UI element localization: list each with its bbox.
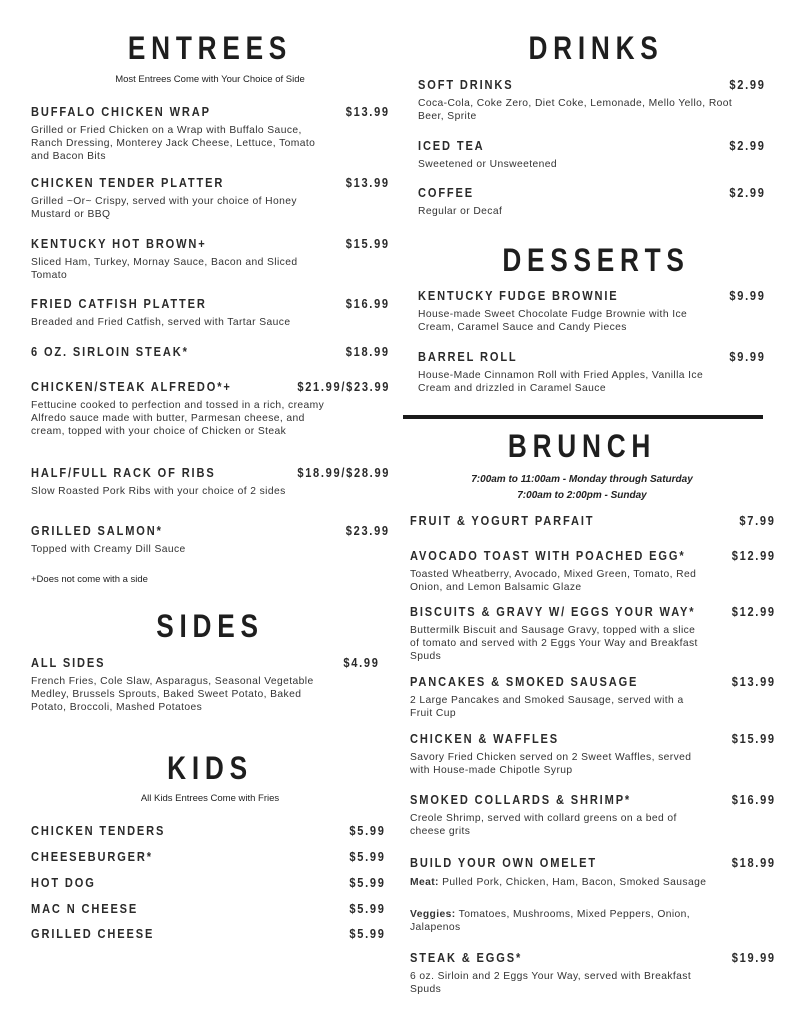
brunch-title: BRUNCH <box>507 428 657 464</box>
menu-item-name: CHICKEN/STEAK ALFREDO*+ <box>31 379 232 394</box>
menu-item-name: BUILD YOUR OWN OMELET <box>410 855 598 870</box>
menu-item-description: Regular or Decaf <box>418 206 503 217</box>
menu-item-description: 6 oz. Sirloin and 2 Eggs Your Way, served with Breakfast Spuds <box>410 971 692 995</box>
menu-item-name: 6 OZ. SIRLOIN STEAK* <box>31 344 189 359</box>
drinks-title: DRINKS <box>528 30 664 66</box>
menu-item-name: ALL SIDES <box>31 655 106 670</box>
omelet-veggies-label: Veggies: <box>410 909 456 920</box>
omelet-veggies <box>410 908 710 934</box>
menu-item-price: $2.99 <box>729 138 766 153</box>
menu-item-name: CHICKEN TENDER PLATTER <box>31 175 225 190</box>
menu-item-price: $16.99 <box>731 792 776 807</box>
menu-item-price: $18.99/$28.99 <box>297 465 390 480</box>
menu-item-price: $9.99 <box>729 349 766 364</box>
omelet-veggies-options: Tomatoes, Mushrooms, Mixed Peppers, Onion, Jalapenos <box>410 909 691 933</box>
menu-item-name: CHICKEN & WAFFLES <box>410 731 560 746</box>
menu-item-price: $13.99 <box>345 104 390 119</box>
brunch-hours: 7:00am to 2:00pm - Sunday <box>517 490 647 501</box>
menu-item-description: Slow Roasted Pork Ribs with your choice of 2 sides <box>31 486 286 497</box>
menu-item-description: Topped with Creamy Dill Sauce <box>31 544 186 555</box>
menu-item-name: BUFFALO CHICKEN WRAP <box>31 104 211 119</box>
menu-item-price: $15.99 <box>345 236 390 251</box>
menu-item-price: $7.99 <box>739 513 776 528</box>
menu-item-description: Toasted Wheatberry, Avocado, Mixed Green, Tomato, Red Onion, and Lemon Balsamic Glaze <box>410 569 697 593</box>
menu-item-description: Breaded and Fried Catfish, served with Tartar Sauce <box>31 317 291 328</box>
menu-item-description: 2 Large Pancakes and Smoked Sausage, served with a Fruit Cup <box>410 695 684 719</box>
brunch-hours: 7:00am to 11:00am - Monday through Saturday <box>471 474 693 485</box>
menu-item-description: Savory Fried Chicken served on 2 Sweet Waffles, served with House-made Chipotle Syrup <box>410 752 692 776</box>
menu-item-description: House-Made Cinnamon Roll with Fried Apples, Vanilla Ice Cream and drizzled in Caramel Sauce <box>418 370 704 394</box>
menu-item-name: HALF/FULL RACK OF RIBS <box>31 465 216 480</box>
menu-item-description: French Fries, Cole Slaw, Asparagus, Seasonal Vegetable Medley, Brussels Sprouts, Baked Sweet Potato, Baked Potato, Broccoli, Mashed Potatoes <box>31 676 314 713</box>
menu-item-price: $5.99 <box>349 926 386 941</box>
menu-item-name: ICED TEA <box>418 138 485 153</box>
menu-item-name: SOFT DRINKS <box>418 77 514 92</box>
menu-item-price: $12.99 <box>731 548 776 563</box>
menu-item-price: $18.99 <box>731 855 776 870</box>
menu-item-price: $13.99 <box>345 175 390 190</box>
menu-item-price: $21.99/$23.99 <box>297 379 390 394</box>
menu-item-name: HOT DOG <box>31 875 96 890</box>
menu-item-name: KENTUCKY HOT BROWN+ <box>31 236 207 251</box>
menu-item-price: $5.99 <box>349 901 386 916</box>
entrees-title: ENTREES <box>127 30 293 66</box>
kids-subtitle: All Kids Entrees Come with Fries <box>140 793 280 804</box>
menu-item-description: Grilled or Fried Chicken on a Wrap with Buffalo Sauce, Ranch Dressing, Monterey Jack Cheese, Lettuce, Tomato and Bacon Bits <box>31 125 316 162</box>
menu-item-name: COFFEE <box>418 185 475 200</box>
menu-item-price: $23.99 <box>345 523 390 538</box>
menu-item-name: GRILLED SALMON* <box>31 523 163 538</box>
menu-item-price: $19.99 <box>731 950 776 965</box>
menu-item-price: $18.99 <box>345 344 390 359</box>
menu-item-name: KENTUCKY FUDGE BROWNIE <box>418 288 619 303</box>
menu-item-price: $5.99 <box>349 823 386 838</box>
omelet-meat <box>410 876 710 889</box>
menu-item-price: $9.99 <box>729 288 766 303</box>
menu-item-name: CHEESEBURGER* <box>31 849 153 864</box>
menu-item-name: FRUIT & YOGURT PARFAIT <box>410 513 595 528</box>
menu-item-price: $15.99 <box>731 731 776 746</box>
menu-item-price: $16.99 <box>345 296 390 311</box>
entrees-subtitle: Most Entrees Come with Your Choice of Side <box>115 74 305 85</box>
menu-item-name: BARREL ROLL <box>418 349 518 364</box>
menu-item-name: AVOCADO TOAST WITH POACHED EGG* <box>410 548 686 563</box>
menu-item-description: House-made Sweet Chocolate Fudge Brownie with Ice Cream, Caramel Sauce and Candy Pieces <box>418 309 688 333</box>
entrees-note: +Does not come with a side <box>31 574 148 585</box>
kids-title: KIDS <box>167 750 253 786</box>
menu-item-description: Sliced Ham, Turkey, Mornay Sauce, Bacon and Sliced Tomato <box>31 257 298 281</box>
menu-item-description: Fettucine cooked to perfection and tossed in a rich, creamy Alfredo sauce made with butter, Parmesan cheese, and cream, topped with your choice of Chicken or Steak <box>31 400 325 437</box>
menu-item-description: Buttermilk Biscuit and Sausage Gravy, topped with a slice of tomato and served with 2 Eggs Your Way and Breakfast Spuds <box>410 625 698 662</box>
menu-item-description: Coca-Cola, Coke Zero, Diet Coke, Lemonade, Mello Yello, Root Beer, Sprite <box>418 98 733 122</box>
menu-item-name: CHICKEN TENDERS <box>31 823 166 838</box>
desserts-title: DESSERTS <box>502 242 690 278</box>
menu-item-price: $2.99 <box>729 77 766 92</box>
sides-title: SIDES <box>156 608 264 644</box>
menu-item-name: PANCAKES & SMOKED SAUSAGE <box>410 674 639 689</box>
menu-item-price: $13.99 <box>731 674 776 689</box>
omelet-meat-options: Pulled Pork, Chicken, Ham, Bacon, Smoked Sausage <box>442 877 707 888</box>
omelet-meat-label: Meat: <box>410 877 439 888</box>
section-divider <box>403 415 763 419</box>
menu-item-description: Sweetened or Unsweetened <box>418 159 557 170</box>
menu-item-name: GRILLED CHEESE <box>31 926 155 941</box>
menu-item-price: $4.99 <box>343 655 380 670</box>
menu-item-price: $5.99 <box>349 849 386 864</box>
menu-item-name: FRIED CATFISH PLATTER <box>31 296 207 311</box>
menu-item-price: $5.99 <box>349 875 386 890</box>
menu-item-description: Creole Shrimp, served with collard greens on a bed of cheese grits <box>410 813 677 837</box>
menu-item-price: $2.99 <box>729 185 766 200</box>
menu-item-name: BISCUITS & GRAVY W/ EGGS YOUR WAY* <box>410 604 696 619</box>
menu-item-name: STEAK & EGGS* <box>410 950 523 965</box>
menu-item-price: $12.99 <box>731 604 776 619</box>
menu-item-name: SMOKED COLLARDS & SHRIMP* <box>410 792 632 807</box>
menu-item-name: MAC N CHEESE <box>31 901 139 916</box>
menu-item-description: Grilled ~Or~ Crispy, served with your choice of Honey Mustard or BBQ <box>31 196 297 220</box>
